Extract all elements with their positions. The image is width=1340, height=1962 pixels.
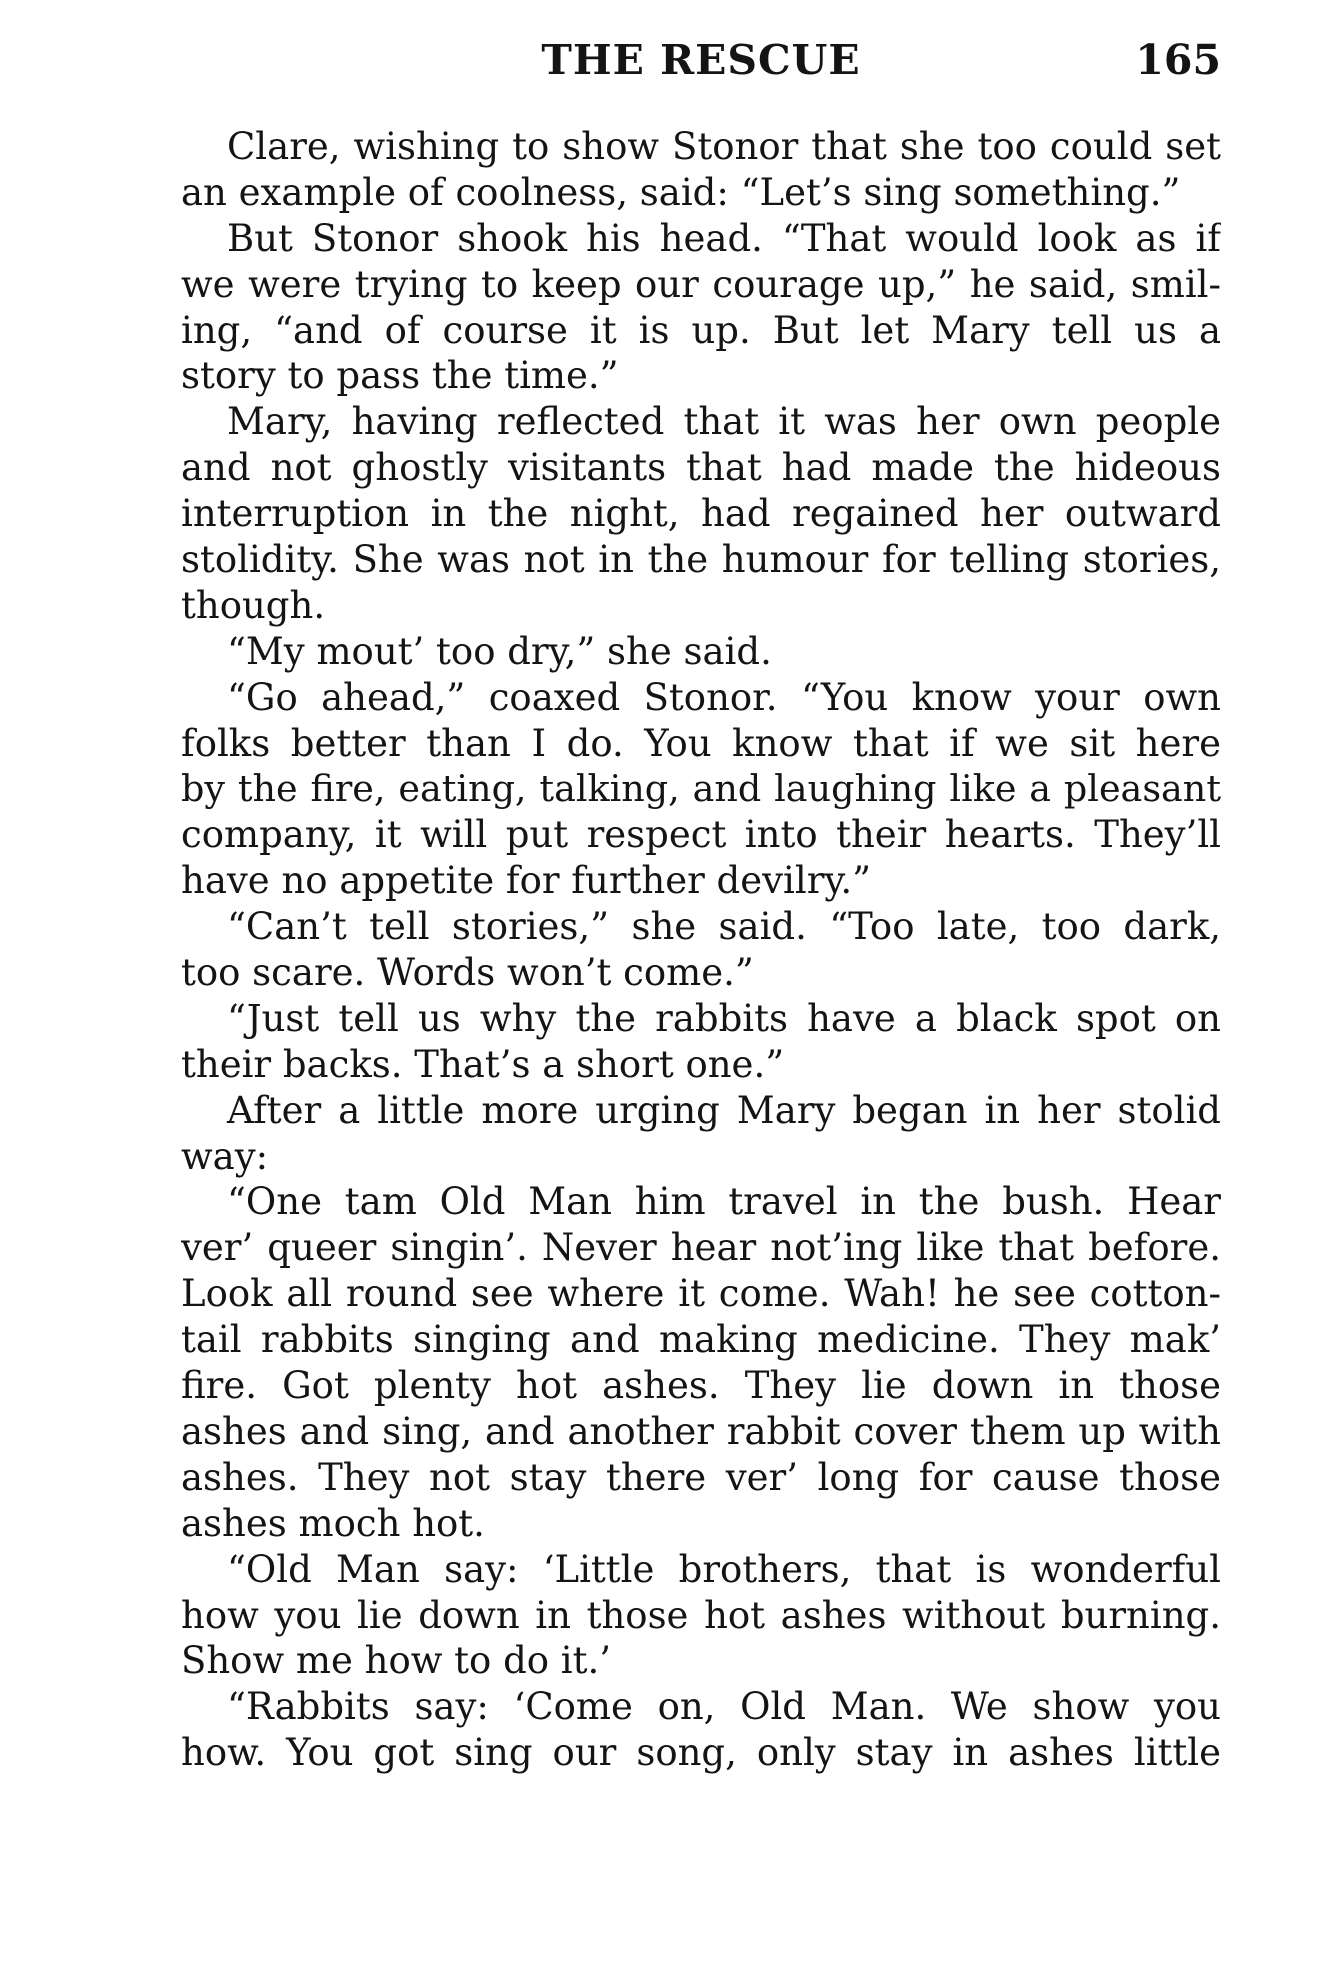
text-line: story to pass the time.” (181, 354, 619, 398)
text-line: though. (181, 583, 326, 627)
text-line: stolidity. She was not in the humour for telling stories, (181, 538, 1221, 582)
text-line: ing, “and of course it is up. But let Mary tell us a (181, 308, 1221, 352)
page-number: 165 (1135, 36, 1221, 84)
running-title: THE RESCUE (541, 36, 861, 84)
text-line: Show me how to do it.’ (181, 1639, 612, 1683)
text-line: way: (181, 1134, 269, 1178)
text-line: fire. Got plenty hot ashes. They lie down in those (181, 1364, 1221, 1408)
text-line: tail rabbits singing and making medicine. They mak’ (181, 1318, 1221, 1362)
text-line: “Can’t tell stories,” she said. “Too late, too dark, (227, 905, 1221, 949)
text-line: we were trying to keep our courage up,” he said, smil- (181, 262, 1221, 306)
text-line: by the fire, eating, talking, and laughing like a pleasant (181, 767, 1221, 811)
text-line: ashes. They not stay there ver’ long for cause those (181, 1455, 1221, 1499)
text-line: an example of coolness, said: “Let’s sing something.” (181, 170, 1181, 214)
text-line: how. You got sing our song, only stay in ashes little (181, 1731, 1221, 1775)
text-line: and not ghostly visitants that had made the hideous (181, 446, 1221, 490)
text-line: “Just tell us why the rabbits have a black spot on (227, 996, 1221, 1040)
text-line: “Go ahead,” coaxed Stonor. “You know your own (227, 675, 1221, 719)
running-head (181, 36, 1221, 86)
text-line: ver’ queer singin’. Never hear not’ing like that before. (181, 1226, 1221, 1270)
text-line: But Stonor shook his head. “That would look as if (227, 216, 1221, 260)
text-line: Look all round see where it come. Wah! he see cotton- (181, 1272, 1221, 1316)
text-line: ashes and sing, and another rabbit cover them up with (181, 1409, 1221, 1453)
text-line: “Rabbits say: ‘Come on, Old Man. We show you (227, 1685, 1221, 1729)
text-line: too scare. Words won’t come.” (181, 951, 754, 995)
text-line: Mary, having reflected that it was her own people (227, 400, 1221, 444)
text-line: folks better than I do. You know that if we sit here (181, 721, 1221, 765)
text-line: have no appetite for further devilry.” (181, 859, 872, 903)
text-line: interruption in the night, had regained her outward (181, 492, 1221, 536)
text-line: “One tam Old Man him travel in the bush. Hear (227, 1180, 1221, 1224)
text-line: After a little more urging Mary began in her stolid (227, 1088, 1221, 1132)
text-line: how you lie down in those hot ashes without burning. (181, 1593, 1221, 1637)
text-line: “Old Man say: ‘Little brothers, that is wonderful (227, 1547, 1221, 1591)
text-line: Clare, wishing to show Stonor that she too could set (227, 125, 1221, 168)
text-line: ashes moch hot. (181, 1501, 485, 1545)
body-text (181, 124, 1221, 1776)
text-line: “My mout’ too dry,” she said. (227, 629, 772, 673)
text-line: their backs. That’s a short one.” (181, 1042, 785, 1086)
text-line: company, it will put respect into their hearts. They’ll (181, 813, 1221, 857)
